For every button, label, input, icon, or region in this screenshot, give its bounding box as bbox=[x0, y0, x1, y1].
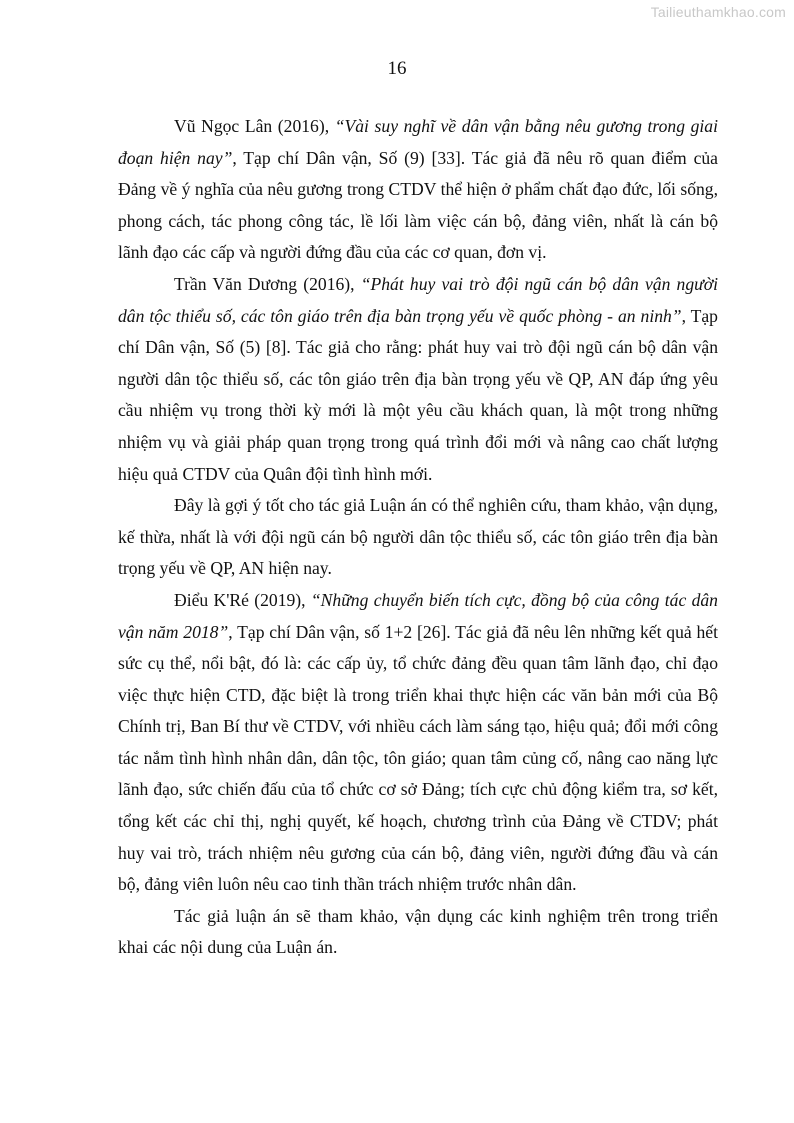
paragraph-tran-van-duong bbox=[118, 269, 718, 490]
document-body bbox=[118, 111, 718, 964]
paragraph-dieu-k-re bbox=[118, 585, 718, 901]
citation-title: “Những chuyển biến tích cực, đồng bộ của công tác dân vận năm 2018” bbox=[118, 589, 718, 642]
citation-author: Điểu K'Ré (2019), bbox=[174, 589, 311, 610]
paragraph-text: Đây là gợi ý tốt cho tác giả Luận án có thể nghiên cứu, tham khảo, vận dụng, kế thừa, nhất là với đội ngũ cán bộ người dân tộc thiểu số, các tôn giáo trên địa bàn trọng yếu về QP, AN hiện nay. bbox=[118, 495, 718, 579]
paragraph-text: , Tạp chí Dân vận, Số (9) [33]. Tác giả đã nêu rõ quan điểm của Đảng về ý nghĩa của nêu gương trong CTDV thể hiện ở phẩm chất đạo đức, lối sống, phong cách, tác phong công tác, lề lối làm việc cán bộ, đảng viên, nhất là cán bộ lãnh đạo các cấp và người đứng đầu của các cơ quan, đơn vị. bbox=[118, 147, 718, 263]
paragraph-text: , Tạp chí Dân vận, số 1+2 [26]. Tác giả đã nêu lên những kết quả hết sức cụ thể, nổi bật, đó là: các cấp ủy, tổ chức đảng đều quan tâm lãnh đạo, chỉ đạo việc thực hiện CTD, đặc biệt là trong triển khai thực hiện các văn bản mới của Bộ Chính trị, Ban Bí thư về CTDV, với nhiều cách làm sáng tạo, hiệu quả; đổi mới công tác nắm tình hình nhân dân, dân tộc, tôn giáo; quan tâm củng cố, nâng cao năng lực lãnh đạo, sức chiến đấu của tổ chức cơ sở Đảng; tích cực chủ động kiểm tra, sơ kết, tổng kết các chỉ thị, nghị quyết, kế hoạch, chương trình của Đảng về CTDV; phát huy vai trò, trách nhiệm nêu gương của cán bộ, đảng viên, người đứng đầu và cán bộ, đảng viên luôn nêu cao tinh thần trách nhiệm trước nhân dân. bbox=[118, 621, 718, 895]
page-number: 16 bbox=[387, 58, 407, 79]
paragraph-text: , Tạp chí Dân vận, Số (5) [8]. Tác giả cho rằng: phát huy vai trò đội ngũ cán bộ dân vận người dân tộc thiểu số, các tôn giáo trên địa bàn trọng yếu về QP, AN đáp ứng yêu cầu nhiệm vụ trong thời kỳ mới là một yêu cầu khách quan, là một trong những nhiệm vụ và giải pháp quan trọng trong quá trình đổi mới và nâng cao chất lượng hiệu quả CTDV của Quân đội tình hình mới. bbox=[118, 305, 718, 484]
paragraph-conclusion bbox=[118, 901, 718, 964]
citation-title: “Phát huy vai trò đội ngũ cán bộ dân vận người dân tộc thiểu số, các tôn giáo trên địa bàn trọng yếu về quốc phòng - an ninh” bbox=[118, 273, 718, 326]
citation-author: Trần Văn Dương (2016), bbox=[174, 273, 361, 294]
citation-author: Vũ Ngọc Lân (2016), bbox=[174, 116, 335, 136]
watermark: Tailieuthamkhao.com bbox=[650, 4, 786, 20]
citation-title: “Vài suy nghĩ về dân vận bằng nêu gương trong giai đoạn hiện nay” bbox=[118, 116, 718, 168]
paragraph-suggestion bbox=[118, 490, 718, 585]
paragraph-vu-ngoc-lan bbox=[118, 111, 718, 269]
paragraph-text: Tác giả luận án sẽ tham khảo, vận dụng các kinh nghiệm trên trong triển khai các nội dung của Luận án. bbox=[118, 905, 718, 958]
